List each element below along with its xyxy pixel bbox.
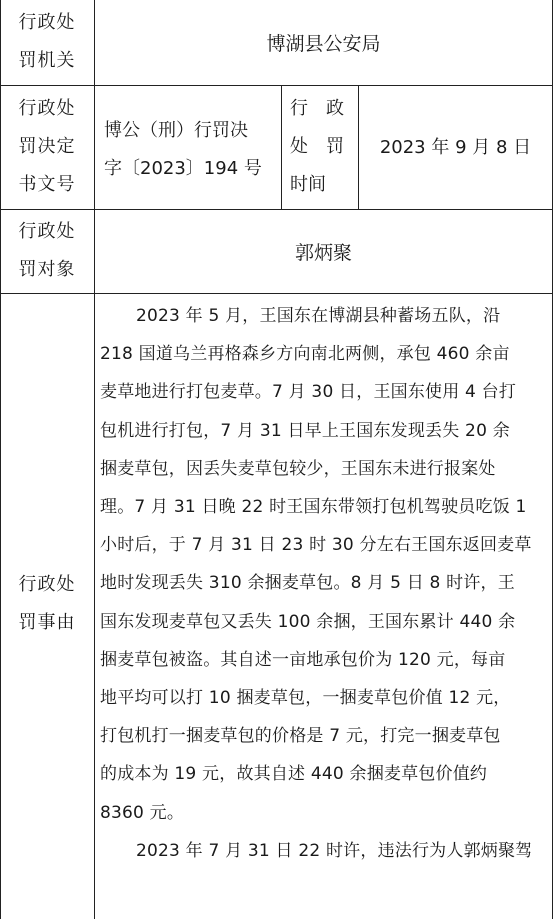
decision-no-label-line-3: 书文号 bbox=[18, 174, 76, 195]
target-value: 郭炳聚 bbox=[294, 242, 352, 264]
time-value: 2023 年 9 月 8 日 bbox=[379, 137, 532, 158]
decision-no-label-line-1: 行政处 bbox=[18, 98, 76, 119]
label-column-divider bbox=[94, 0, 95, 919]
decision-no-value-line-2: 字〔2023〕194 号 bbox=[104, 158, 262, 179]
facts-label-line-2: 罚事由 bbox=[18, 612, 76, 633]
facts-paragraph-2-line: 2023 年 7 月 31 日 22 时许，违法行为人郭炳聚驾 bbox=[136, 840, 533, 861]
time-label-line-1: 行 政 bbox=[290, 98, 344, 119]
decision-no-value-line-1: 博公（刑）行罚决 bbox=[104, 120, 248, 141]
table-border-right bbox=[552, 0, 553, 919]
facts-line: 8360 元。 bbox=[100, 802, 185, 823]
authority-label-line-2: 罚机关 bbox=[18, 50, 76, 71]
authority-label bbox=[0, 4, 94, 80]
target-label-line-2: 罚对象 bbox=[18, 259, 76, 280]
decision-no-value bbox=[104, 112, 276, 188]
facts-line: 捆麦草包，因丢失麦草包较少，王国东未进行报案处 bbox=[100, 458, 496, 479]
decision-no-divider bbox=[281, 85, 282, 209]
facts-paragraph-1 bbox=[100, 297, 533, 870]
facts-label bbox=[0, 566, 94, 642]
target-label-line-1: 行政处 bbox=[18, 221, 76, 242]
facts-label-line-1: 行政处 bbox=[18, 574, 76, 595]
facts-line: 理。7 月 31 日晚 22 时王国东带领打包机驾驶员吃饭 1 bbox=[100, 497, 527, 518]
facts-line: 小时后，于 7 月 31 日 23 时 30 分左右王国东返回麦草 bbox=[100, 535, 532, 556]
time-label bbox=[290, 90, 356, 204]
facts-line: 国东发现麦草包又丢失 100 余捆，王国东累计 440 余 bbox=[100, 611, 516, 632]
facts-line: 地时发现丢失 310 余捆麦草包。8 月 5 日 8 时许，王 bbox=[100, 573, 515, 594]
facts-line: 麦草地进行打包麦草。7 月 30 日，王国东使用 4 台打 bbox=[100, 382, 517, 403]
facts-line: 捆麦草包被盗。其自述一亩地承包价为 120 元，每亩 bbox=[100, 649, 506, 670]
decision-no-label bbox=[0, 90, 94, 204]
facts-line: 打包机打一捆麦草包的价格是 7 元，打完一捆麦草包 bbox=[100, 726, 501, 747]
target-label bbox=[0, 213, 94, 289]
row-divider-2 bbox=[0, 209, 553, 210]
row-divider-1 bbox=[0, 85, 553, 86]
time-label-line-2: 处 罚 bbox=[290, 136, 344, 157]
facts-line: 218 国道乌兰再格森乡方向南北两侧，承包 460 余亩 bbox=[100, 344, 510, 365]
facts-line: 包机进行打包，7 月 31 日早上王国东发现丢失 20 余 bbox=[100, 420, 510, 441]
facts-line: 的成本为 19 元，故其自述 440 余捆麦草包价值约 bbox=[100, 764, 488, 785]
authority-label-line-1: 行政处 bbox=[18, 12, 76, 33]
authority-value: 博湖县公安局 bbox=[266, 33, 381, 55]
row-divider-3 bbox=[0, 293, 553, 294]
decision-no-label-line-2: 罚决定 bbox=[18, 136, 76, 157]
facts-line: 2023 年 5 月，王国东在博湖县种蓄场五队，沿 bbox=[136, 306, 501, 326]
time-label-line-3: 时间 bbox=[290, 174, 326, 195]
facts-line: 地平均可以打 10 捆麦草包，一捆麦草包价值 12 元， bbox=[100, 688, 511, 709]
